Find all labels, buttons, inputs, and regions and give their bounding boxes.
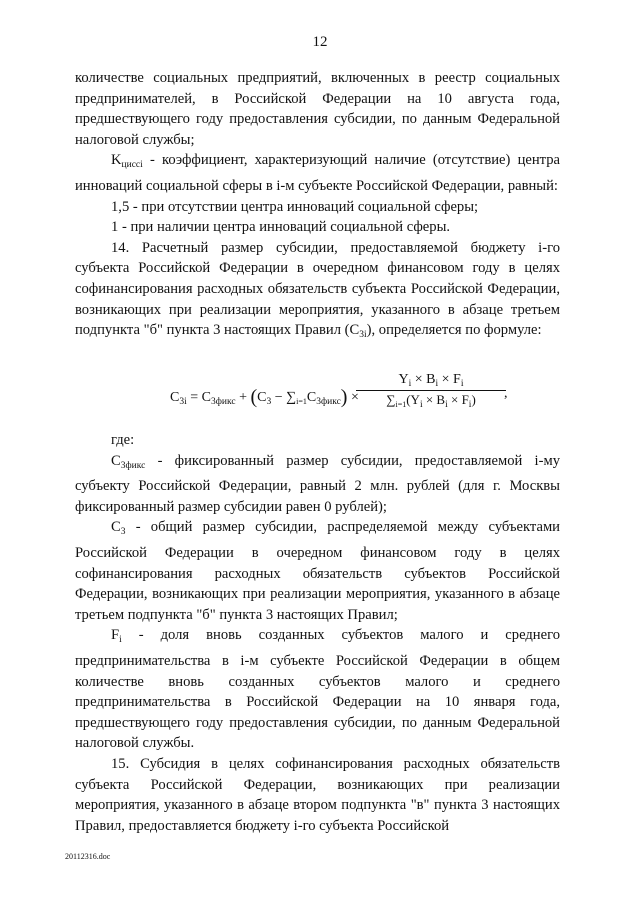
- subsidy-formula: $C_{3i} = C_{3фикс} + (C_3 - \sum_{i=1}C_{3фикс})$ × $\frac{Y_i \times B_i \times F_i}{\sum_{i=1}(Y_i \times B_i \times F_i)}$ ,: [170, 372, 508, 410]
- formula-left-side: $C_{3i} = C_{3фикс} + (C_3 - \sum_{i=1}C_{3фикс})$ ×: [170, 386, 359, 408]
- formula-numerator: $Y_i \times B_i \times F_i$: [356, 372, 506, 391]
- definition-fi: $F_i$ - доля вновь созданных субъектов малого и среднего предпринимательства в i-м субъекте Российской Федерации в общем количестве вновь созданных субъектов малого и среднего предпринимательства в Российской Федерации на 10 января года, предшествующего году предоставления субсидии, по данным Федеральной налоговой службы.: [75, 627, 560, 752]
- paragraph-continuation: количестве социальных предприятий, включенных в реестр социальных предпринимателей, в Российской Федерации на 10 августа года, предшествующего году предоставления субсидии, по данным Федеральной налоговой службы;: [75, 70, 560, 148]
- document-footer: 20112316.doc: [65, 852, 111, 861]
- formula-fraction: [356, 372, 506, 410]
- paragraph-value-1-5: 1,5 - при отсутствии центра инноваций социальной сферы;: [111, 198, 479, 215]
- body-bottom: [75, 430, 560, 836]
- paragraph-value-1: 1 - при наличии центра инноваций социальной сферы.: [111, 219, 451, 236]
- definition-c3: $С_3$ - общий размер субсидии, распределяемой между субъектами Российской Федерации в очередном финансовом году в целях софинансирования расходных обязательств субъектов Российской Федерации, возникающих при реализации мероприятия, указанного в абзаце третьем подпункта "б" пункта 3 настоящих Правил;: [75, 519, 560, 623]
- page-number: 12: [312, 34, 328, 50]
- paragraph-k-coefficient: $K_{циссi}$ - коэффициент, характеризующий наличие (отсутствие) центра инноваций социальной сферы в i-м субъекте Российской Федерации, равный:: [75, 152, 560, 194]
- paragraph-15: 15. Субсидия в целях софинансирования расходных обязательств субъекта Российской Федерации, возникающих при реализации мероприятия, указанного в абзаце втором подпункта "в" пункта 3 настоящих Правил, предоставляется бюджету i-го субъекта Российской: [75, 755, 560, 834]
- definition-c3fix: $С_{3фикс}$ - фиксированный размер субсидии, предоставляемой i-му субъекту Российской Федерации, равный 2 млн. рублей (для г. Москвы фиксированный размер субсидии равен 0 рублей);: [75, 452, 560, 515]
- paragraph-14: 14. Расчетный размер субсидии, предоставляемой бюджету i-го субъекта Российской Федерации в очередном финансовом году в целях софинансирования расходных обязательств субъекта Российской Федерации, возникающих при реализации мероприятия, указанного в абзаце третьем подпункта "б" пункта 3 настоящих Правил $(С_{3i})$, определяется по формуле:: [75, 239, 560, 341]
- formula-denominator: $\sum_{i=1}(Y_i \times B_i \times F_i)$: [386, 392, 476, 410]
- where-label: где:: [111, 432, 135, 448]
- body-top: [75, 68, 560, 346]
